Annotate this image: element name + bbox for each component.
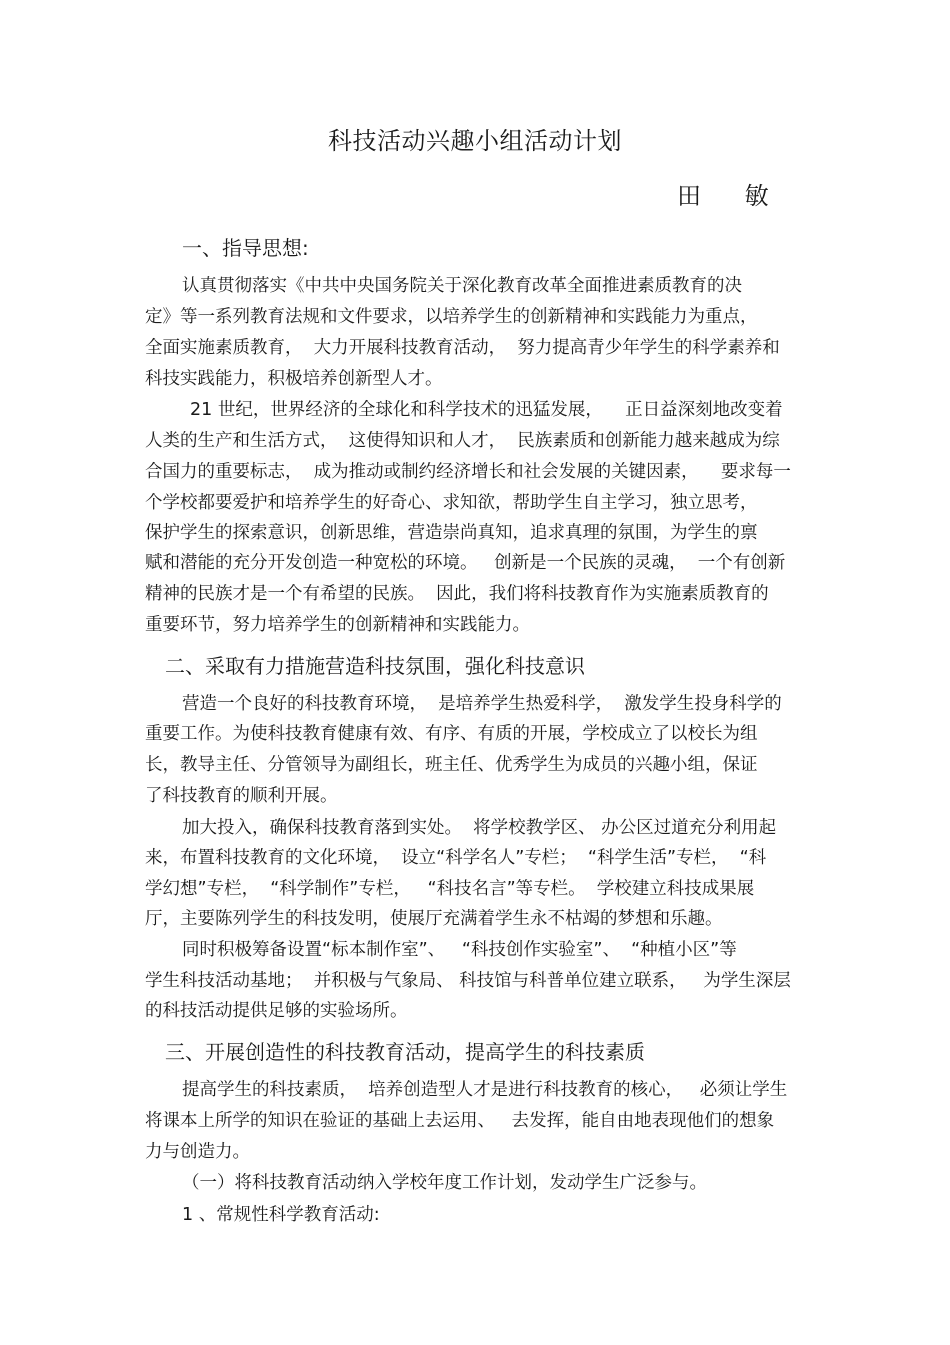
paragraph-line: 重要工作。为使科技教育健康有效、有序、有质的开展，学校成立了以校长为组 <box>145 724 758 744</box>
paragraph-line: 认真贯彻落实《中共中央国务院关于深化教育改革全面推进素质教育的决 <box>182 276 742 296</box>
paragraph-line: 加大投入，确保科技教育落到实处。 将学校教学区、 办公区过道充分利用起 <box>182 818 777 838</box>
paragraph-line: 定》等一系列教育法规和文件要求，以培养学生的创新精神和实践能力为重点， <box>145 307 758 327</box>
paragraph-line: 学生科技活动基地； 并积极与气象局、 科技馆与科普单位建立联系， 为学生深层 <box>145 971 791 991</box>
paragraph-line: 1 、常规性科学教育活动: <box>182 1205 380 1225</box>
paragraph-line: 个学校都要爱护和培养学生的好奇心、求知欲，帮助学生自主学习，独立思考， <box>145 493 758 513</box>
paragraph-line: 厅，主要陈列学生的科技发明，使展厅充满着学生永不枯竭的梦想和乐趣。 <box>145 909 723 929</box>
paragraph-line: 同时积极筹备设置“标本制作室”、 “科技创作实验室”、 “种植小区”等 <box>182 940 737 960</box>
paragraph-line: 精神的民族才是一个有希望的民族。 因此，我们将科技教育作为实施素质教育的 <box>145 584 769 604</box>
paragraph-line: 21 世纪，世界经济的全球化和科学技术的迅猛发展， 正日益深刻地改变着 <box>190 400 783 420</box>
paragraph-line: 全面实施素质教育， 大力开展科技教育活动， 努力提高青少年学生的科学素养和 <box>145 338 780 358</box>
paragraph-line: 将课本上所学的知识在验证的基础上去运用、 去发挥，能自由地表现他们的想象 <box>145 1111 775 1131</box>
paragraph-line: 保护学生的探索意识，创新思维，营造崇尚真知，追求真理的氛围，为学生的禀 <box>145 523 758 543</box>
paragraph-line: 了科技教育的顺利开展。 <box>145 786 338 806</box>
paragraph-line: （一）将科技教育活动纳入学校年度工作计划，发动学生广泛参与。 <box>182 1173 707 1193</box>
paragraph-line: 营造一个良好的科技教育环境， 是培养学生热爱科学， 激发学生投身科学的 <box>182 694 782 714</box>
paragraph-line: 重要环节，努力培养学生的创新精神和实践能力。 <box>145 615 530 635</box>
paragraph-line: 人类的生产和生活方式， 这使得知识和人才， 民族素质和创新能力越来越成为综 <box>145 431 780 451</box>
paragraph-line: 提高学生的科技素质， 培养创造型人才是进行科技教育的核心， 必须让学生 <box>182 1080 788 1100</box>
section-heading: 三、开展创造性的科技教育活动，提高学生的科技素质 <box>165 1040 645 1064</box>
section-heading: 一、指导思想: <box>182 236 309 260</box>
author-name: 田 敏 <box>677 182 787 210</box>
paragraph-line: 学幻想”专栏， “科学制作”专栏， “科技名言”等专栏。 学校建立科技成果展 <box>145 879 755 899</box>
paragraph-line: 赋和潜能的充分开发创造一种宽松的环境。 创新是一个民族的灵魂， 一个有创新 <box>145 553 786 573</box>
paragraph-line: 长，教导主任、分管领导为副组长，班主任、优秀学生为成员的兴趣小组，保证 <box>145 755 758 775</box>
paragraph-line: 合国力的重要标志， 成为推动或制约经济增长和社会发展的关键因素， 要求每一 <box>145 462 791 482</box>
document-title: 科技活动兴趣小组活动计划 <box>328 127 622 155</box>
paragraph-line: 力与创造力。 <box>145 1142 250 1162</box>
paragraph-line: 科技实践能力，积极培养创新型人才。 <box>145 369 443 389</box>
paragraph-line: 的科技活动提供足够的实验场所。 <box>145 1001 408 1021</box>
paragraph-line: 来，布置科技教育的文化环境， 设立“科学名人”专栏； “科学生活”专栏， “科 <box>145 848 767 868</box>
section-heading: 二、采取有力措施营造科技氛围，强化科技意识 <box>165 654 585 678</box>
